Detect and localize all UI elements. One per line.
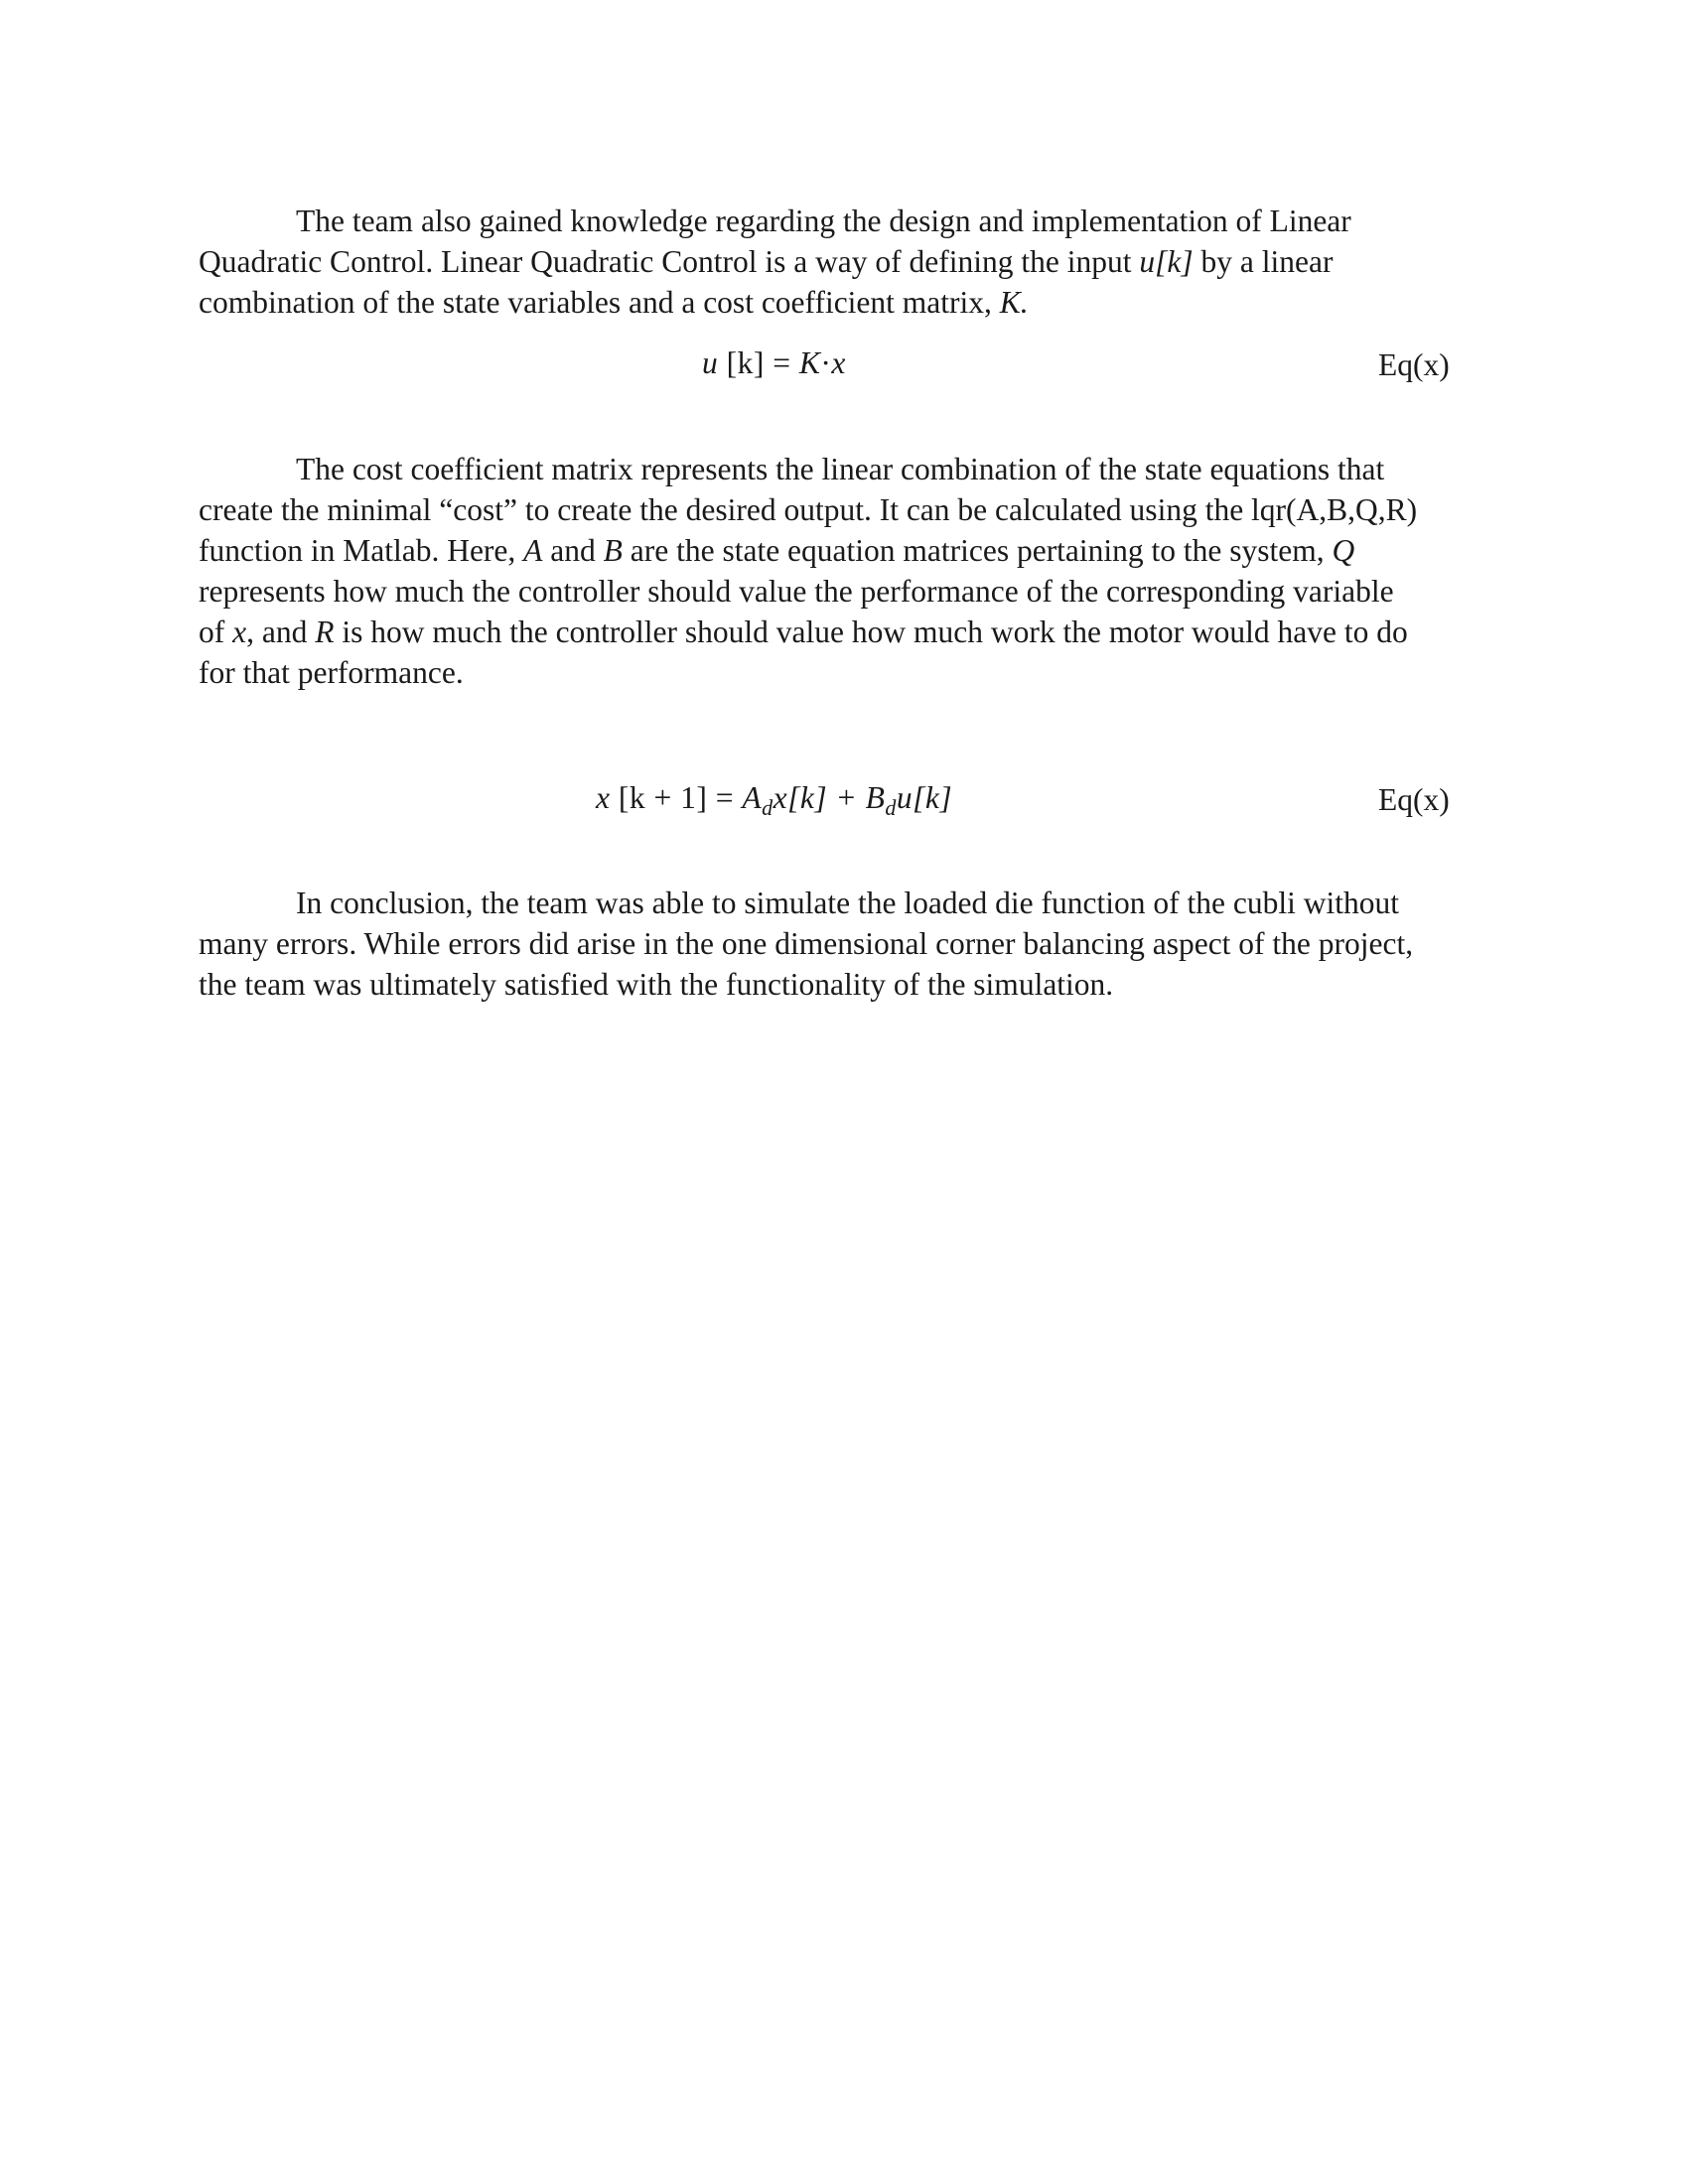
paragraph-line: represents how much the controller should value the performance of the corresponding variable — [199, 574, 1394, 609]
matrix-symbol: A — [523, 533, 543, 568]
text-run: Quadratic Control. Linear Quadratic Control is a way of defining the input — [199, 244, 1140, 279]
equation-symbol: B — [865, 780, 886, 815]
paragraph-lqr-intro — [199, 201, 1489, 323]
text-run: combination of the state variables and a cost coefficient matrix, — [199, 285, 1000, 320]
text-run: and — [542, 533, 604, 568]
matrix-symbol: B — [603, 533, 623, 568]
text-run: by a linear — [1193, 244, 1334, 279]
equation-state-update — [596, 777, 952, 821]
paragraph-line: In conclusion, the team was able to simulate the loaded die function of the cubli without — [296, 886, 1399, 920]
paragraph-line: the team was ultimately satisfied with the functionality of the simulation. — [199, 967, 1114, 1002]
equation-symbol: x[k] + — [773, 780, 866, 815]
equation-text: [k] — [718, 345, 774, 380]
equation-symbol: x — [596, 780, 611, 815]
equation-label: Eq(x) — [1378, 782, 1450, 817]
matrix-symbol: R — [315, 614, 335, 649]
text-run: of — [199, 614, 233, 649]
equation-symbol: A — [742, 780, 763, 815]
paragraph-cost-matrix — [199, 449, 1489, 693]
text-run: , and — [246, 614, 316, 649]
matrix-symbol: Q — [1332, 533, 1355, 568]
paragraph-line: The team also gained knowledge regarding the design and implementation of Linear — [296, 204, 1351, 238]
text-run: function in Matlab. Here, — [199, 533, 524, 568]
paragraph-line — [199, 530, 1489, 571]
paragraph-line: for that performance. — [199, 655, 464, 690]
matrix-symbol: K. — [999, 285, 1029, 320]
paragraph-line: create the minimal “cost” to create the desired output. It can be calculated using the lqr(A,B,Q,R) — [199, 492, 1418, 527]
text-run: are the state equation matrices pertaining to the system, — [622, 533, 1333, 568]
equation-symbol: u[k] — [896, 780, 953, 815]
equation-operator: · — [820, 345, 832, 380]
equation-text: [k + 1] = — [610, 780, 743, 815]
text-run: is how much the controller should value how much work the motor would have to do — [334, 614, 1408, 649]
paragraph-line — [199, 241, 1489, 282]
paragraph-line: The cost coefficient matrix represents the linear combination of the state equations that — [296, 452, 1385, 486]
equation-label: Eq(x) — [1378, 347, 1450, 382]
input-variable: u[k] — [1139, 244, 1194, 279]
equation-symbol: x — [831, 345, 846, 380]
equation-control-law — [702, 342, 846, 383]
matrix-symbol: x — [232, 614, 247, 649]
paragraph-line — [199, 282, 1489, 323]
equation-text: = — [773, 345, 799, 380]
paragraph-line: many errors. While errors did arise in the one dimensional corner balancing aspect of the project, — [199, 926, 1414, 961]
paragraph-line — [199, 612, 1489, 652]
equation-symbol: K — [798, 345, 821, 380]
equation-subscript: d — [885, 795, 897, 820]
equation-subscript: d — [762, 795, 774, 820]
equation-symbol: u — [702, 345, 719, 380]
paragraph-conclusion — [199, 883, 1489, 1005]
